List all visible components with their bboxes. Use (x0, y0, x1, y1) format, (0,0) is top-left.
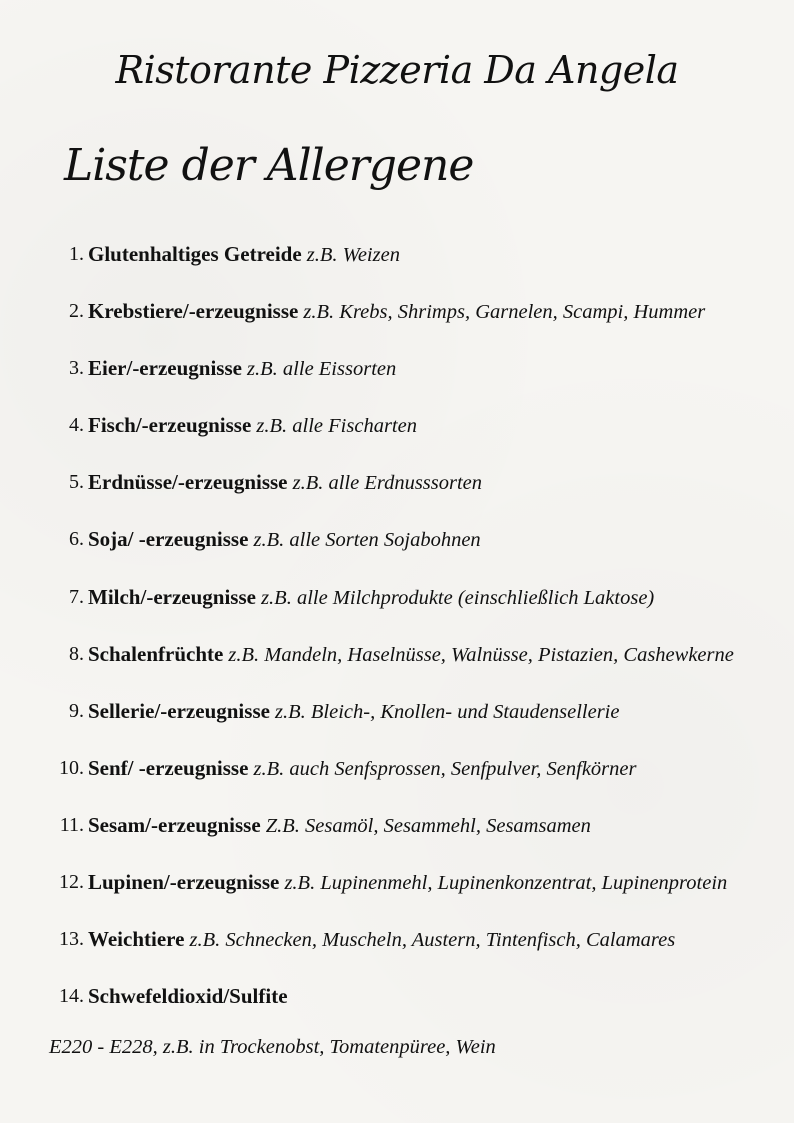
item-number: 14. (59, 985, 84, 1008)
allergen-example: z.B. auch Senfsprossen, Senfpulver, Senfkörner (253, 757, 637, 780)
allergen-name: Schwefeldioxid/Sulfite (88, 984, 288, 1009)
allergen-name: Sesam/-erzeugnisse (88, 812, 261, 837)
allergen-example: z.B. Bleich-, Knollen- und Staudensellerie (275, 700, 620, 723)
item-number: 5. (69, 471, 84, 494)
item-number: 3. (69, 357, 84, 380)
allergen-name: Soja/ -erzeugnisse (88, 527, 249, 552)
list-item (0, 638, 794, 695)
allergen-example: z.B. Mandeln, Haselnüsse, Walnüsse, Pistazien, Cashewkerne (228, 643, 734, 666)
list-item (0, 980, 794, 1037)
list-item (0, 809, 794, 866)
allergen-name: Milch/-erzeugnisse (88, 584, 256, 609)
allergen-name: Eier/-erzeugnisse (88, 356, 242, 381)
allergen-name: Erdnüsse/-erzeugnisse (88, 470, 288, 495)
item-number: 7. (69, 585, 84, 608)
allergen-example: z.B. alle Sorten Sojabohnen (253, 529, 481, 552)
allergen-name: Weichtiere (88, 927, 185, 952)
list-item (0, 923, 794, 980)
list-item (0, 409, 794, 466)
item-number: 9. (69, 699, 84, 722)
allergen-example: z.B. alle Erdnusssorten (292, 472, 483, 495)
page-title: Liste der Allergene (64, 140, 474, 191)
allergen-example: z.B. alle Fischarten (256, 415, 417, 438)
allergen-list (0, 238, 794, 1037)
allergen-example: z.B. Weizen (306, 244, 400, 266)
allergen-name: Krebstiere/-erzeugnisse (88, 299, 299, 324)
list-item (0, 752, 794, 809)
list-item (0, 866, 794, 923)
allergen-name: Senf/ -erzeugnisse (88, 755, 249, 780)
restaurant-name: Ristorante Pizzeria Da Angela (115, 48, 679, 92)
list-item (0, 238, 794, 295)
item-number: 4. (69, 414, 84, 437)
allergen-example: z.B. Krebs, Shrimps, Garnelen, Scampi, Hummer (303, 301, 706, 324)
item-number: 11. (59, 813, 84, 836)
item-number: 1. (69, 243, 84, 265)
allergen-example: z.B. Lupinenmehl, Lupinenkonzentrat, Lupinenprotein (284, 872, 728, 895)
allergen-name: Fisch/-erzeugnisse (88, 413, 252, 438)
item-number: 2. (69, 300, 84, 323)
list-item (0, 695, 794, 752)
item-number: 10. (59, 756, 84, 779)
allergen-name: Sellerie/-erzeugnisse (88, 698, 270, 723)
list-item (0, 466, 794, 523)
list-item (0, 523, 794, 580)
allergen-name: Schalenfrüchte (88, 641, 224, 666)
allergen-name: Lupinen/-erzeugnisse (88, 870, 280, 895)
list-item (0, 581, 794, 638)
list-item (0, 352, 794, 409)
sulfite-footnote: E220 - E228, z.B. in Trockenobst, Tomatenpüree, Wein (49, 1036, 496, 1058)
list-item (0, 295, 794, 352)
allergen-example: Z.B. Sesamöl, Sesammehl, Sesamsamen (265, 814, 591, 837)
allergen-example: z.B. alle Milchprodukte (einschließlich Laktose) (261, 586, 655, 609)
allergen-name: Glutenhaltiges Getreide (88, 242, 302, 266)
item-number: 12. (59, 871, 84, 894)
item-number: 8. (69, 642, 84, 665)
item-number: 6. (69, 528, 84, 551)
allergen-example: z.B. Schnecken, Muscheln, Austern, Tintenfisch, Calamares (189, 929, 676, 952)
item-number: 13. (59, 928, 84, 951)
allergen-example: z.B. alle Eissorten (247, 358, 397, 381)
